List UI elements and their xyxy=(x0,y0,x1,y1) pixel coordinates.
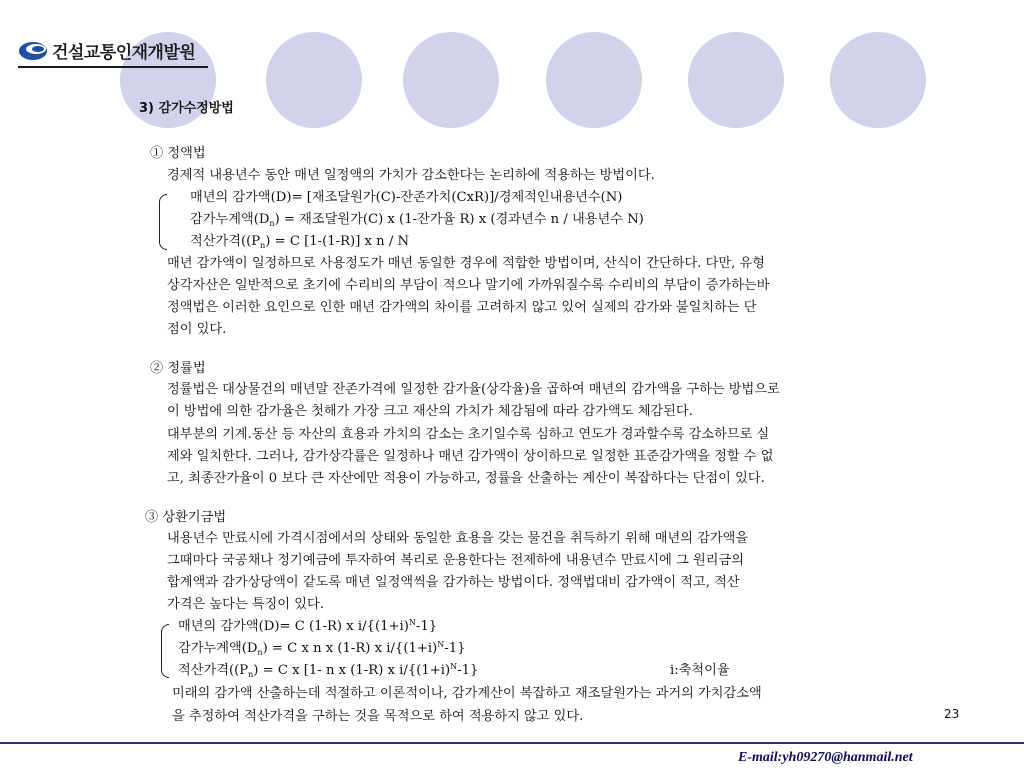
s3-formula-brace xyxy=(161,624,169,678)
s2-line-4: 제와 일치한다. 그러나, 감가상각률은 일정하나 매년 감가액이 상이하므로 일정한 표준감가액을 정할 수 없 xyxy=(167,449,774,464)
decor-circle-2 xyxy=(266,32,362,128)
logo xyxy=(18,38,195,63)
footer-divider xyxy=(0,742,1024,744)
s1-intro: 경제적 내용년수 동안 매년 일정액의 가치가 감소한다는 논리하에 적용하는 방법이다. xyxy=(167,168,655,183)
s1-formula-2: 감가누계액$(D_n)$ = 재조달원가(C) x (1-잔가율 R) x (경과년수 n / 내용년수 N) xyxy=(190,212,644,228)
s3-formula-3: 적산가격($(P_n) = C$ x [1- n x (1-R) x $i/\{(1+i)^N-1\}$ xyxy=(178,662,479,679)
s3-line-2: 그때마다 국공채나 정기예금에 투자하여 복리로 운용한다는 전제하에 내용년수 만료시에 그 원리금의 xyxy=(167,553,744,568)
decor-circle-5 xyxy=(688,32,784,128)
s1-para-line-1: 매년 감가액이 일정하므로 사용정도가 매년 동일한 경우에 적합한 방법이며, 산식이 간단하다. 다만, 유형 xyxy=(167,256,765,271)
s1-para-line-3: 정액법은 이러한 요인으로 인한 매년 감가액의 차이를 고려하지 않고 있어 실제의 감가와 불일치하는 단 xyxy=(167,300,757,315)
s3-conclusion-line-2: 을 추정하여 적산가격을 구하는 것을 목적으로 하여 적용하지 않고 있다. xyxy=(172,709,584,724)
s3-heading: ③ 상환기금법 xyxy=(145,510,227,525)
logo-swoosh-icon xyxy=(18,41,48,61)
s3-formula-2: 감가누계액$(D_n) = C$ x n x (1-R) x $i/\{(1+i)^N-1\}$ xyxy=(178,640,466,657)
s3-conclusion-line-1: 미래의 감가액 산출하는데 적절하고 이론적이나, 감가계산이 복잡하고 재조달원가는 과거의 가치감소액 xyxy=(172,686,762,701)
s3-line-3: 합계액과 감가상당액이 같도록 매년 일정액씩을 감가하는 방법이다. 정액법대비 감가액이 적고, 적산 xyxy=(167,575,740,590)
s3-formula-1: 매년의 감가액(D)= C (1-R) x $i/\{(1+i)^N-1\}$ xyxy=(178,618,438,634)
s1-heading: ① 정액법 xyxy=(150,146,206,161)
s1-formula-3: 적산가격($(P_n) = C$ [1-(1-R)] x n / N xyxy=(190,234,410,250)
page-number: 23 xyxy=(944,707,960,721)
decor-circle-3 xyxy=(403,32,499,128)
s2-heading: ② 정률법 xyxy=(150,361,206,376)
footer-email: E-mail:yh09270@hanmail.net xyxy=(738,750,913,765)
s1-para-line-2: 상각자산은 일반적으로 초기에 수리비의 부담이 적으나 말기에 가까워질수록 수리비의 부담이 증가하는바 xyxy=(167,278,770,293)
s1-para-line-4: 점이 있다. xyxy=(167,322,227,337)
section-title: 3) 감가수정방법 xyxy=(139,101,234,116)
s3-line-1: 내용년수 만료시에 가격시점에서의 상태와 동일한 효용을 갖는 물건을 취득하기 위해 매년의 감가액을 xyxy=(167,531,749,546)
s2-line-2: 이 방법에 의한 감가율은 첫해가 가장 크고 재산의 가치가 체감됨에 따라 감가액도 체감된다. xyxy=(167,404,693,419)
s1-formula-brace xyxy=(159,194,167,250)
s3-line-4: 가격은 높다는 특징이 있다. xyxy=(167,597,324,612)
s1-formula-1: 매년의 감가액(D)= [재조달원가(C)-잔존가치(CxR)]/경제적인내용년수(N) xyxy=(190,190,623,205)
decor-circle-6 xyxy=(830,32,926,128)
decor-circle-4 xyxy=(546,32,642,128)
s2-line-5: 고, 최종잔가율이 0 보다 큰 자산에만 적용이 가능하고, 정률을 산출하는 계산이 복잡하다는 단점이 있다. xyxy=(167,471,765,486)
logo-underline xyxy=(18,66,208,68)
logo-text: 건설교통인재개발원 xyxy=(52,43,196,63)
s2-line-3: 대부분의 기계.동산 등 자산의 효용과 가치의 감소는 초기일수록 심하고 연도가 경과할수록 감소하므로 실 xyxy=(167,427,770,442)
s3-interest-note: i:축척이율 xyxy=(670,663,730,678)
s2-line-1: 정률법은 대상물건의 매년말 잔존가격에 일정한 감가율(상각율)을 곱하여 매년의 감가액을 구하는 방법으로 xyxy=(167,382,780,397)
